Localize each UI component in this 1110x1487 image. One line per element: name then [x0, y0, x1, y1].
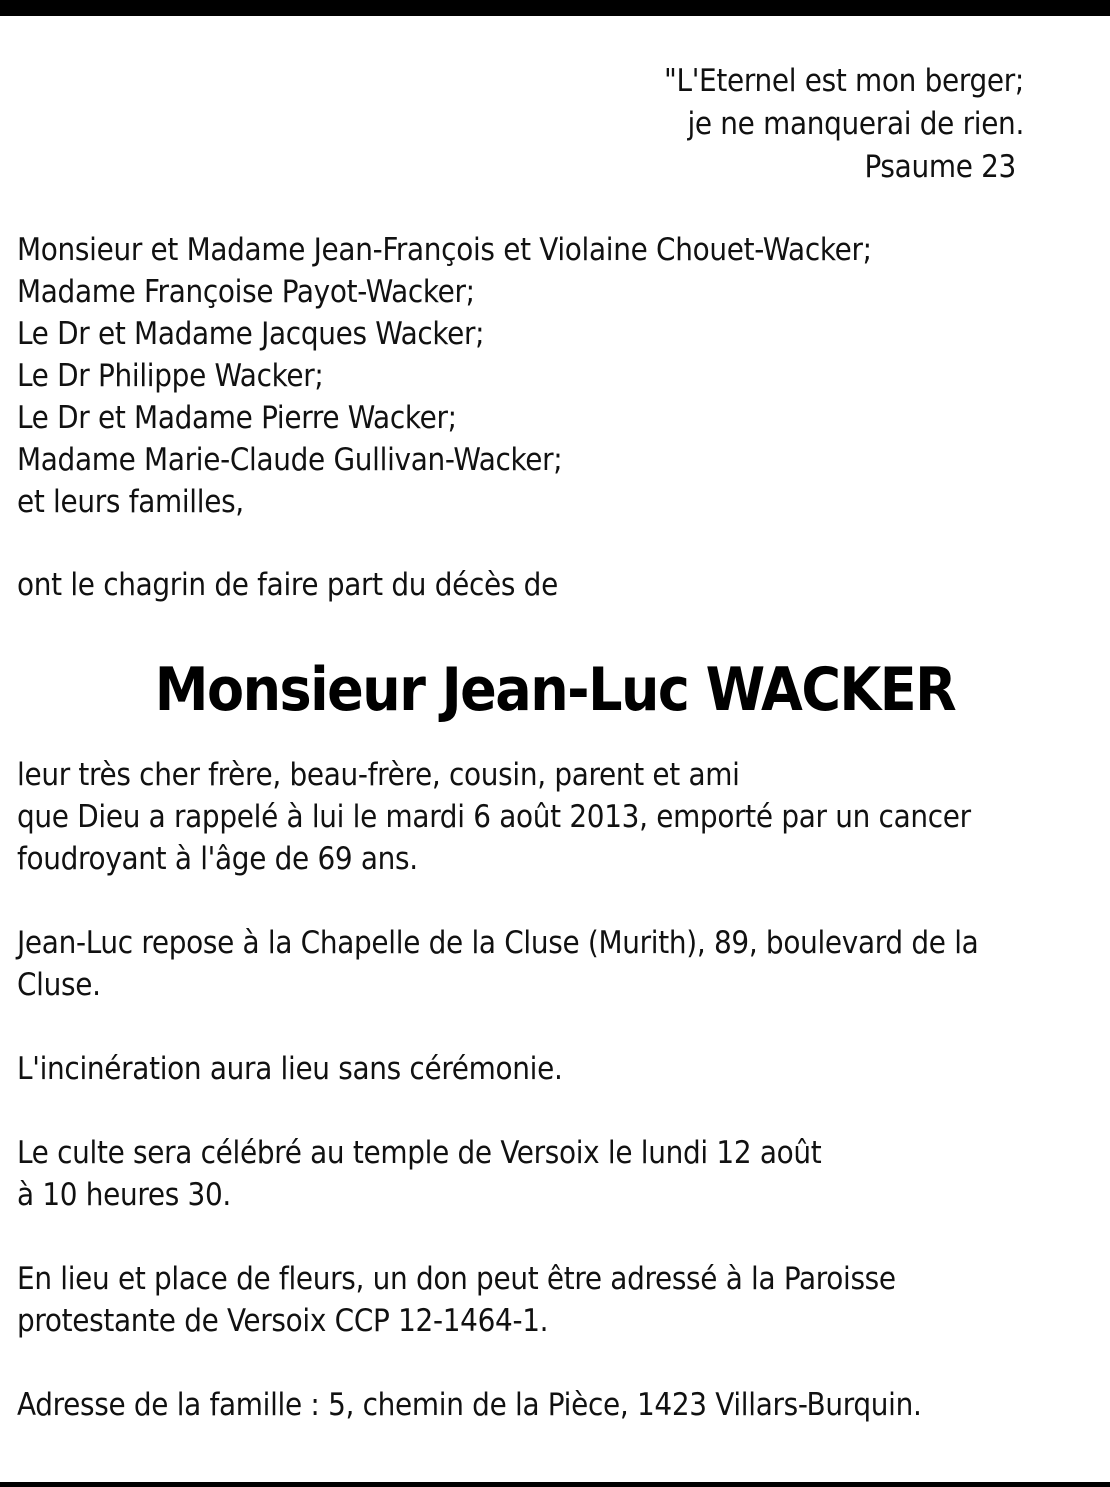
- family-member-line: Madame Françoise Payot-Wacker;: [17, 274, 475, 310]
- service-paragraph: [17, 1132, 821, 1216]
- top-border-rule: [0, 0, 1110, 16]
- cremation-paragraph: L'incinération aura lieu sans cérémonie.: [17, 1051, 563, 1087]
- service-line: Le culte sera célébré au temple de Versoix le lundi 12 août: [17, 1135, 822, 1171]
- relation-line: leur très cher frère, beau-frère, cousin, parent et ami: [17, 757, 740, 793]
- donation-line: En lieu et place de fleurs, un don peut être adressé à la Paroisse: [17, 1261, 896, 1297]
- family-member-line: Le Dr Philippe Wacker;: [17, 358, 324, 394]
- relation-line: foudroyant à l'âge de 69 ans.: [17, 841, 418, 877]
- service-line: à 10 heures 30.: [17, 1177, 231, 1213]
- announcement-text: ont le chagrin de faire part du décès de: [17, 567, 558, 603]
- family-address-paragraph: Adresse de la famille : 5, chemin de la Pièce, 1423 Villars-Burquin.: [17, 1387, 922, 1423]
- bottom-border-rule: [0, 1482, 1110, 1487]
- relation-line: que Dieu a rappelé à lui le mardi 6 août 2013, emporté par un cancer: [17, 799, 971, 835]
- family-member-line: Madame Marie-Claude Gullivan-Wacker;: [17, 442, 563, 478]
- rest-location-paragraph: [17, 922, 978, 1006]
- family-member-line: Monsieur et Madame Jean-François et Violaine Chouet-Wacker;: [17, 232, 872, 268]
- donation-line: protestante de Versoix CCP 12-1464-1.: [17, 1303, 549, 1339]
- deceased-name-heading: Monsieur Jean-Luc WACKER: [154, 655, 956, 725]
- rest-location-line: Cluse.: [17, 967, 101, 1003]
- family-member-line: et leurs familles,: [17, 484, 244, 520]
- epigraph-line: je ne manquerai de rien.: [687, 106, 1024, 142]
- rest-location-line: Jean-Luc repose à la Chapelle de la Cluse (Murith), 89, boulevard de la: [17, 925, 979, 961]
- donation-paragraph: [17, 1258, 896, 1342]
- family-member-line: Le Dr et Madame Jacques Wacker;: [17, 316, 485, 352]
- epigraph-line: "L'Eternel est mon berger;: [663, 63, 1024, 99]
- family-member-line: Le Dr et Madame Pierre Wacker;: [17, 400, 457, 436]
- family-list: [17, 229, 872, 523]
- epigraph-source: Psaume 23: [864, 149, 1016, 185]
- epigraph-quote: [664, 60, 1024, 189]
- relation-paragraph: [17, 754, 971, 880]
